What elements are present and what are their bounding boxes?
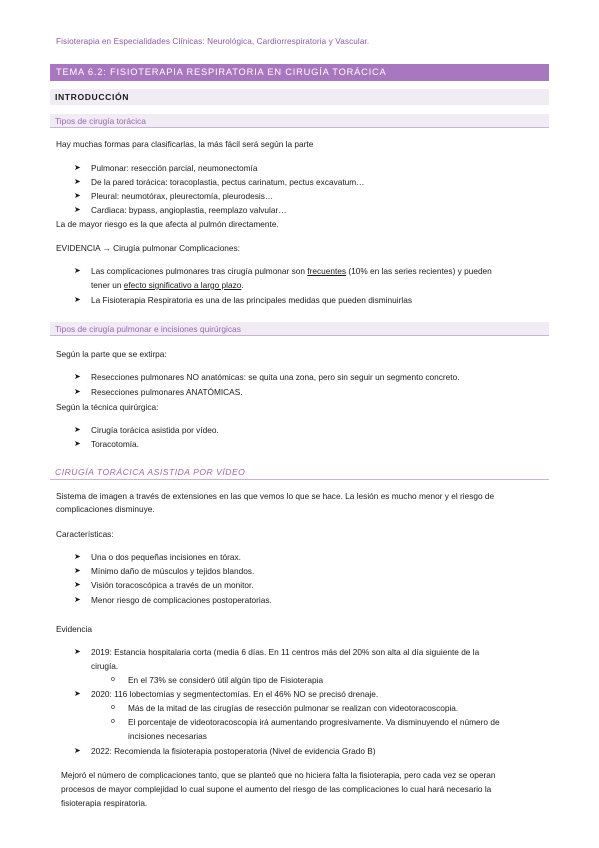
- list-item: Visión toracoscópica a través de un monitor.: [91, 580, 254, 590]
- list-item: De la pared torácica: toracoplastia, pectus carinatum, pectus excavatum…: [91, 177, 365, 187]
- evidence-title: EVIDENCIA → Cirugía pulmonar Complicaciones:: [56, 243, 240, 253]
- arrow-bullet-icon: ➤: [74, 647, 81, 656]
- arrow-bullet-icon: ➤: [74, 266, 81, 275]
- evidence-bullet-2: La Fisioterapia Respiratoria es una de las principales medidas que pueden disminuirlas: [91, 295, 412, 305]
- section-heading-vats: CIRUGÍA TORÁCICA ASISTIDA POR VÍDEO: [50, 467, 549, 480]
- evidence-2020-sub2-line2: incisiones necesarias: [128, 731, 207, 741]
- arrow-bullet-icon: ➤: [74, 425, 81, 434]
- features-title: Características:: [56, 529, 114, 539]
- list-item: Pleural: neumotórax, pleurectomía, pleurodesis…: [91, 191, 274, 201]
- underlined-text: efecto significativo a largo plazo: [123, 280, 242, 290]
- evidence-2019-line2: cirugía.: [91, 661, 119, 671]
- list-item: Menor riesgo de complicaciones postoperatorias.: [91, 595, 272, 605]
- closing-paragraph-line2: procesos de mayor complejidad lo cual supone el aumento del riesgo de las complicaciones lo cual hará necesario la: [61, 784, 492, 794]
- arrow-bullet-icon: ➤: [74, 163, 81, 172]
- circle-bullet-icon: o: [111, 676, 115, 683]
- arrow-bullet-icon: ➤: [74, 439, 81, 448]
- subsection-heading-tipos-cirugia-pulmonar: Tipos de cirugía pulmonar e incisiones quirúrgicas: [50, 322, 549, 336]
- arrow-bullet-icon: ➤: [74, 552, 81, 561]
- evidence-2019-sub: En el 73% se consideró útil algún tipo de Fisioterapia: [128, 675, 324, 685]
- arrow-bullet-icon: ➤: [74, 387, 81, 396]
- topic-banner: TEMA 6.2: FISIOTERAPIA RESPIRATORIA EN CIRUGÍA TORÁCICA: [50, 64, 549, 81]
- list-item: Cardiaca: bypass, angioplastia, reemplazo valvular…: [91, 205, 287, 215]
- arrow-bullet-icon: ➤: [74, 205, 81, 214]
- by-technique-title: Según la técnica quirúrgica:: [56, 402, 159, 412]
- circle-bullet-icon: o: [111, 704, 115, 711]
- arrow-bullet-icon: ➤: [74, 595, 81, 604]
- evidence-bullet-1-line2: tener un efecto significativo a largo plazo.: [91, 280, 244, 290]
- arrow-bullet-icon: ➤: [74, 566, 81, 575]
- running-header: Fisioterapia en Especialidades Clínicas: Neurológica, Cardiorrespiratoria y Vascular.: [56, 37, 370, 46]
- list-item: Resecciones pulmonares NO anatómicas: se quita una zona, pero sin seguir un segmento concreto.: [91, 372, 460, 382]
- arrow-bullet-icon: ➤: [74, 746, 81, 755]
- list-item: Cirugía torácica asistida por vídeo.: [91, 425, 219, 435]
- arrow-bullet-icon: ➤: [74, 177, 81, 186]
- vats-description-line2: complicaciones disminuye.: [56, 504, 155, 514]
- paragraph-tail: La de mayor riesgo es la que afecta al pulmón directamente.: [56, 219, 279, 229]
- evidence-2020-sub2-line1: El porcentaje de videotoracoscopia irá aumentando progresivamente. Va disminuyendo el número de: [128, 717, 500, 727]
- list-item: Pulmonar: resección parcial, neumonectomía: [91, 163, 258, 173]
- closing-paragraph-line3: fisioterapia respiratoria.: [61, 798, 148, 808]
- evidence-2020: 2020: 116 lobectomías y segmentectomías. En el 46% NO se precisó drenaje.: [91, 689, 379, 699]
- vats-description-line1: Sistema de imagen a través de extensiones en las que vemos lo que se hace. La lesión es mucho menor y el riesgo de: [56, 491, 495, 501]
- evidence-title-2: Evidencia: [56, 624, 92, 634]
- list-item: Resecciones pulmonares ANATÓMICAS.: [91, 387, 243, 397]
- evidence-2020-sub1: Más de la mitad de las cirugías de resección pulmonar se realizan con videotoracoscopia.: [128, 703, 459, 713]
- list-item: Mínimo daño de músculos y tejidos blandos.: [91, 566, 255, 576]
- subsection-heading-tipos-cirugia: Tipos de cirugía torácica: [50, 114, 549, 128]
- by-part-title: Según la parte que se extirpa:: [56, 349, 167, 359]
- evidence-2022: 2022: Recomienda la fisioterapia postoperatoria (Nivel de evidencia Grado B): [91, 746, 376, 756]
- section-title-introduccion: INTRODUCCIÓN: [50, 89, 549, 105]
- arrow-bullet-icon: ➤: [74, 191, 81, 200]
- arrow-bullet-icon: ➤: [74, 689, 81, 698]
- circle-bullet-icon: o: [111, 718, 115, 725]
- closing-paragraph-line1: Mejoró el número de complicaciones tanto, que se planteó que no hiciera falta la fisioterapia, pero cada vez se operan: [61, 770, 496, 780]
- underlined-text: frecuentes: [307, 266, 347, 276]
- arrow-bullet-icon: ➤: [74, 580, 81, 589]
- list-item: Una o dos pequeñas incisiones en tórax.: [91, 552, 241, 562]
- arrow-bullet-icon: ➤: [74, 295, 81, 304]
- evidence-bullet-1: Las complicaciones pulmonares tras cirugía pulmonar son frecuentes (10% en las series recientes) y pueden: [91, 266, 492, 276]
- evidence-2019-line1: 2019: Estancia hospitalaria corta (media 6 días. En 11 centros más del 20% son alta al día siguiente de la: [91, 647, 480, 657]
- paragraph-lead: Hay muchas formas para clasificarlas, la más fácil será según la parte: [56, 139, 314, 149]
- list-item: Toracotomía.: [91, 439, 139, 449]
- arrow-bullet-icon: ➤: [74, 372, 81, 381]
